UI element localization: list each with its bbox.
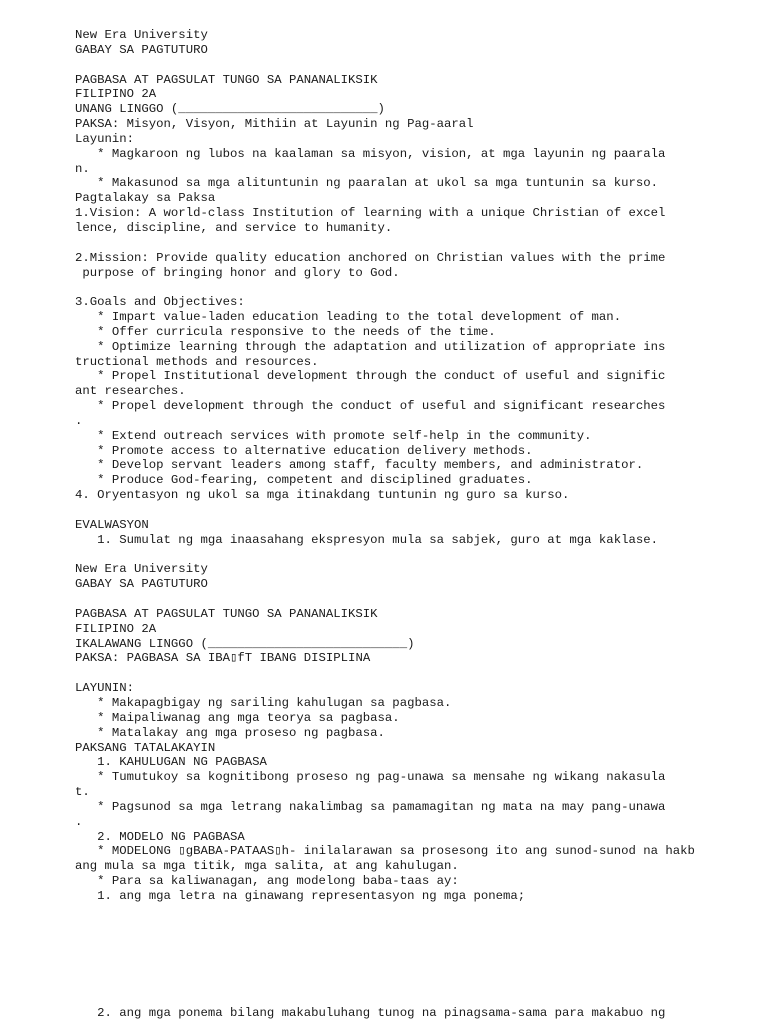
document-line: * Develop servant leaders among staff, faculty members, and administrator. [75, 458, 644, 473]
document-line: * Magkaroon ng lubos na kaalaman sa misyon, vision, at mga layunin ng paarala [75, 146, 666, 161]
document-line: PAGBASA AT PAGSULAT TUNGO SA PANANALIKSIK [75, 606, 378, 621]
document-line: 1.Vision: A world-class Institution of learning with a unique Christian of excel [75, 206, 666, 221]
document-line: 2.Mission: Provide quality education anchored on Christian values with the prime [75, 250, 666, 265]
document-line: PAKSA: PAGBASA SA IBA▯fT IBANG DISIPLINA [75, 651, 371, 666]
document-line: * MODELONG ▯gBABA-PATAAS▯h- inilalarawan sa prosesong ito ang sunod-sunod na hakb [75, 844, 695, 859]
document-line: * Propel Institutional development through the conduct of useful and signific [75, 369, 666, 384]
document-line: * Makasunod sa mga alituntunin ng paaralan at ukol sa mga tuntunin sa kurso. [75, 176, 658, 191]
document-line: * Optimize learning through the adaptation and utilization of appropriate ins [75, 339, 666, 354]
document-line [75, 236, 761, 251]
document-line: t. [75, 785, 90, 800]
document-line: IKALAWANG LINGGO (___________________________) [75, 636, 415, 651]
document-line: EVALWASYON [75, 517, 149, 532]
document-line [75, 548, 761, 563]
document-line: * Extend outreach services with promote self-help in the community. [75, 428, 592, 443]
document-line: * Matalakay ang mga proseso ng pagbasa. [75, 725, 385, 740]
document-line: Layunin: [75, 131, 135, 146]
document-line: * Maipaliwanag ang mga teorya sa pagbasa. [75, 710, 400, 725]
document-line [75, 592, 761, 607]
document-line: New Era University [75, 28, 208, 42]
document-line: 4. Oryentasyon ng ukol sa mga itinakdang tuntunin ng guro sa kurso. [75, 488, 570, 503]
document-line: * Propel development through the conduct of useful and significant researches [75, 399, 666, 414]
document-line [75, 280, 761, 295]
document-line: 1. ang mga letra na ginawang representasyon ng mga ponema; [75, 888, 526, 903]
document-line: ant researches. [75, 384, 186, 399]
document-line [75, 666, 761, 681]
document-line: 1. Sumulat ng mga inaasahang ekspresyon mula sa sabjek, guro at mga kaklase. [75, 532, 658, 547]
document-line: ang mula sa mga titik, mga salita, at ang kahulugan. [75, 859, 459, 874]
document-line: * Produce God-fearing, competent and disciplined graduates. [75, 473, 533, 488]
document-body [75, 28, 761, 904]
document-line: PAKSA: Misyon, Visyon, Mithiin at Layunin ng Pag-aaral [75, 117, 474, 132]
document-line: * Offer curricula responsive to the needs of the time. [75, 324, 496, 339]
document-line: New Era University [75, 562, 208, 577]
document-line: 2. MODELO NG PAGBASA [75, 829, 245, 844]
document-line: lence, discipline, and service to humanity. [75, 220, 393, 235]
document-line: * Tumutukoy sa kognitibong proseso ng pag-unawa sa mensahe ng wikang nakasula [75, 770, 666, 785]
document-line: PAGBASA AT PAGSULAT TUNGO SA PANANALIKSIK [75, 72, 378, 87]
document-line [75, 503, 761, 518]
document-last-line: 2. ang mga ponema bilang makabuluhang tunog na pinagsama-sama para makabuo ng [75, 1006, 666, 1020]
document-line: . [75, 814, 83, 829]
document-line: * Makapagbigay ng sariling kahulugan sa pagbasa. [75, 695, 452, 710]
document-line: * Pagsunod sa mga letrang nakalimbag sa pamamagitan ng mata na may pang-unawa [75, 799, 666, 814]
document-line: n. [75, 161, 90, 176]
document-line: FILIPINO 2A [75, 621, 157, 636]
document-line: 1. KAHULUGAN NG PAGBASA [75, 755, 267, 770]
document-line: 3.Goals and Objectives: [75, 295, 245, 310]
document-line: . [75, 413, 83, 428]
document-line: GABAY SA PAGTUTURO [75, 577, 208, 592]
document-line: GABAY SA PAGTUTURO [75, 42, 208, 57]
document-line: UNANG LINGGO (___________________________) [75, 102, 385, 117]
document-line: * Impart value-laden education leading to the total development of man. [75, 310, 622, 325]
document-line: FILIPINO 2A [75, 87, 157, 102]
document-line: Pagtalakay sa Paksa [75, 191, 216, 206]
document-line: LAYUNIN: [75, 681, 135, 696]
document-line: PAKSANG TATALAKAYIN [75, 740, 216, 755]
document-line: * Promote access to alternative education delivery methods. [75, 443, 533, 458]
document-line: tructional methods and resources. [75, 354, 319, 369]
document-line [75, 58, 761, 73]
document-line: * Para sa kaliwanagan, ang modelong baba-taas ay: [75, 874, 459, 889]
document-line: purpose of bringing honor and glory to God. [75, 265, 400, 280]
